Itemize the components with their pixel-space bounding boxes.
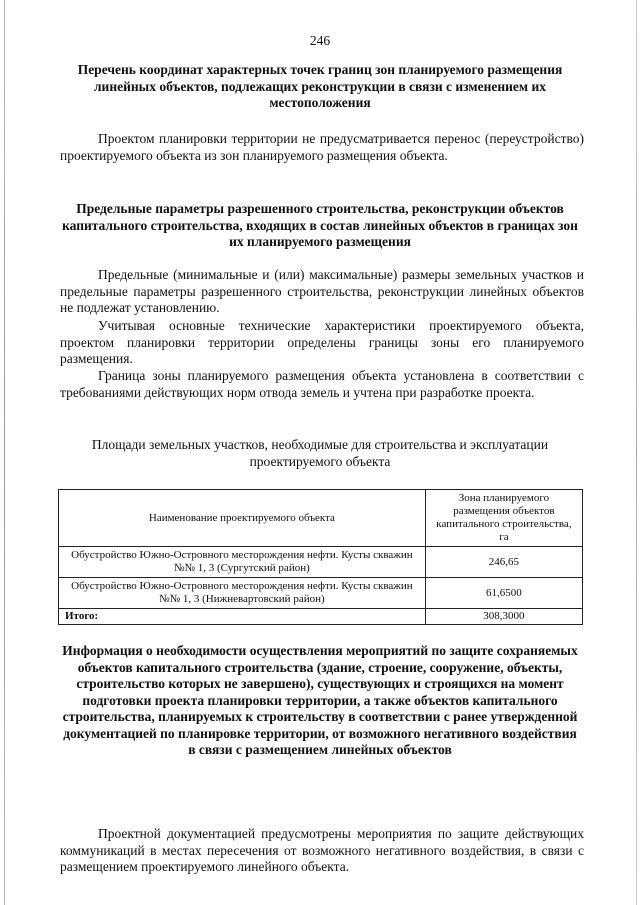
- table-cell-name: Обустройство Южно-Островного месторождения нефти. Кусты скважин №№ 1, 3 (Нижневартовский район): [59, 578, 426, 609]
- land-area-table: [58, 489, 583, 625]
- table-header-zone: Зона планируемого размещения объектов капитального строительства, га: [425, 490, 582, 547]
- paragraph-no-relocation: Проектом планировки территории не предусматривается перенос (переустройство) проектируемого объекта из зон планируемого размещения объекта.: [60, 131, 584, 163]
- table-header-name: Наименование проектируемого объекта: [59, 490, 426, 547]
- table-cell-area: 246,65: [425, 547, 582, 578]
- table-row: [59, 578, 583, 609]
- table-total-row: [59, 609, 583, 625]
- scan-edge-left: [4, 0, 5, 905]
- table-caption: Площади земельных участков, необходимые для строительства и эксплуатации проектируемого объекта: [91, 437, 549, 469]
- table-cell-area: 61,6500: [425, 578, 582, 609]
- table-cell-name: Обустройство Южно-Островного месторождения нефти. Кусты скважин №№ 1, 3 (Сургутский район): [59, 547, 426, 578]
- scan-edge-right: [636, 0, 637, 905]
- table-row: [59, 547, 583, 578]
- paragraph-parameters: Предельные (минимальные и (или) максимальные) размеры земельных участков и предельные параметры разрешенного строительства, реконструкции линейных объектов не подлежат установлению.: [60, 267, 584, 315]
- section-heading-protection: Информация о необходимости осуществления мероприятий по защите сохраняемых объектов капитального строительства (здание, строение, сооружение, объекты, строительство которых не завершено), существующих и строящихся на момент подготовки проекта планировки территории, а также объектов капитального строительства, планируемых к строительству в соответствии с ранее утвержденной документацией по планировке территории, от возможного негативного воздействия в связи с размещением линейных объектов: [62, 643, 578, 757]
- table-header-row: [59, 490, 583, 547]
- page-number: 246: [309, 33, 331, 48]
- paragraph-zone-boundary: Граница зоны планируемого размещения объекта установлена в соответствии с требованиями действующих норм отвода земель и учтена при разработке проекта.: [60, 368, 584, 400]
- table-total-value: 308,3000: [425, 609, 582, 625]
- paragraph-protection-measures: Проектной документацией предусмотрены мероприятия по защите действующих коммуникаций в местах пересечения от возможного негативного воздействия, в связи с размещением проектируемого линейного объекта.: [60, 826, 584, 874]
- section-heading-parameters: Предельные параметры разрешенного строительства, реконструкции объектов капитального строительства, входящих в состав линейных объектов в границах зон их планируемого размещения: [62, 201, 578, 249]
- section-heading-coordinates: Перечень координат характерных точек границ зон планируемого размещения линейных объектов, подлежащих реконструкции в связи с изменением их местоположения: [77, 62, 563, 110]
- table-total-label: Итого:: [59, 609, 426, 625]
- paragraph-zone-defined: Учитывая основные технические характеристики проектируемого объекта, проектом планировки территории определены границы зоны его планируемого размещения.: [60, 318, 584, 366]
